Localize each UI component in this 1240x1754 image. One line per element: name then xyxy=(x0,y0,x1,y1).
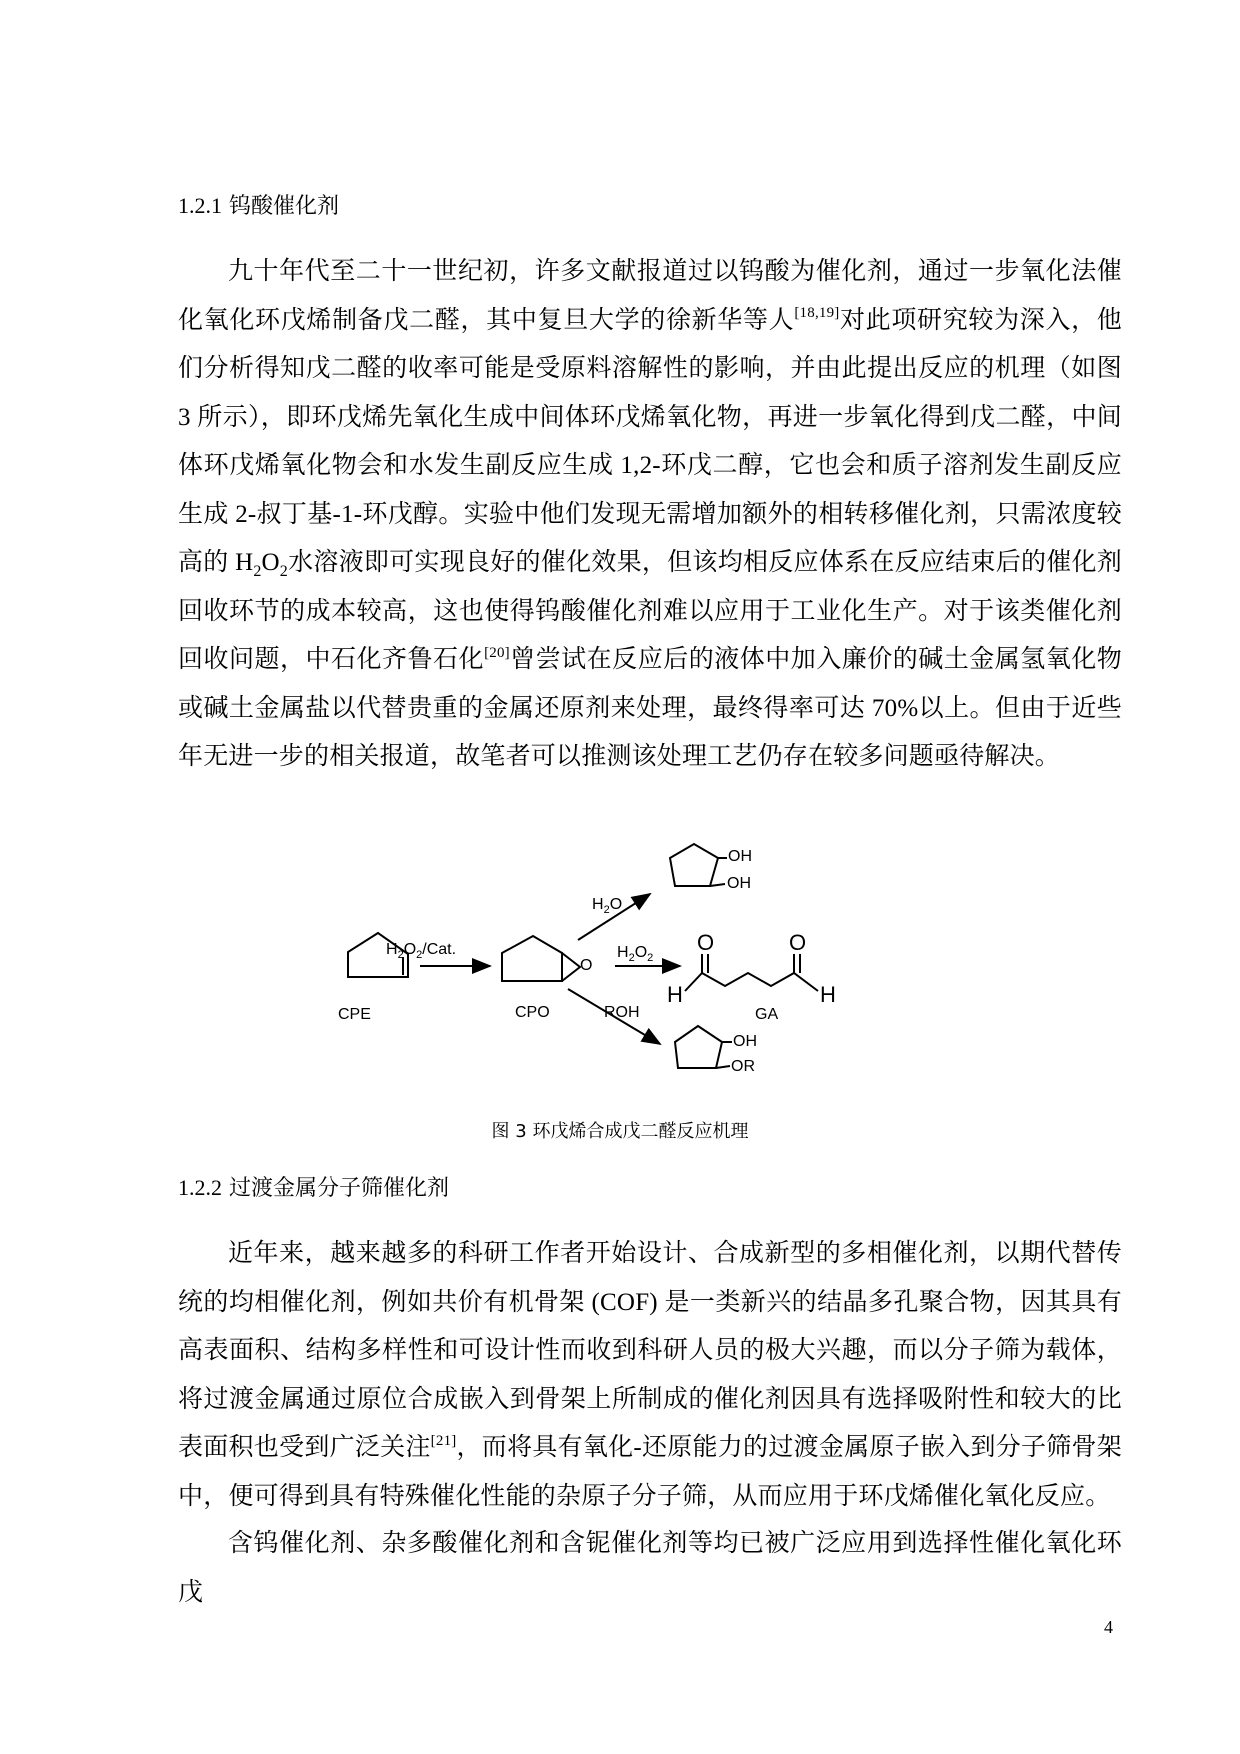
paragraph xyxy=(178,1520,1122,1617)
reagent-h2o2-cat-label: $H_2O_2$/Cat. xyxy=(386,941,457,962)
aldehyde-hydrogen-label: H xyxy=(820,982,836,1007)
paragraph-text: 近年来，越来越多的科研工作者开始设计、合成新型的多相催化剂，以期代替传统的均相催化剂，例如共价有机骨架 (COF) 是一类新兴的结晶多孔聚合物，因其具有高表面积、结构多样性和可设计性而收到科研人员的极大兴趣，而以分子筛为载体，将过渡金属通过原位合成嵌入到骨架上所制成的催化剂因具有选择吸附性和较大的比表面积也受到广泛关注 xyxy=(178,1240,1122,1461)
paragraph-text: 含钨催化剂、杂多酸催化剂和含铌催化剂等均已被广泛应用到选择性催化氧化环戊 xyxy=(178,1530,1122,1606)
subscript: 2 xyxy=(253,563,262,580)
ga-label: GA xyxy=(755,1006,779,1023)
paragraph-text: 曾尝试在反应后的液体中加入廉价的碱土金属氢氧化物或碱土金属盐以代替贵重的金属还原剂来处理，最终得率可达 70%以上。但由于近些年无进一步的相关报道，故笔者可以推测该处理工艺仍存在较多问题亟待解决。 xyxy=(178,646,1122,770)
glutaraldehyde-chain xyxy=(685,973,818,991)
paragraph-text: 水溶液即可实现良好的催化效果，但该均相反应体系在反应结束后的催化剂回收环节的成本较高，这也使得钨酸催化剂难以应用于工业化生产。对于该类催化剂回收问题，中石化齐鲁石化 xyxy=(178,549,1122,673)
paragraph-text: 对此项研究较为深入，他们分析得知戊二醛的收率可能是受原料溶解性的影响，并由此提出反应的机理（如图 3 所示），即环戊烯先氧化生成中间体环戊烯氧化物，再进一步氧化得到戊二醛，中间体环戊烯氧化物会和水发生副反应生成 1,2-环戊二醇，它也会和质子溶剂发生副反应生成 2-叔丁基-1-环戊醇。实验中他们发现无需增加额外的相转移催化剂，只需浓度较高的 H xyxy=(178,306,1122,576)
paragraph xyxy=(178,248,1122,782)
reagent-h2o2-label: $H_2O_2$ xyxy=(617,944,654,965)
cpe-label: CPE xyxy=(338,1006,371,1023)
ether-ring xyxy=(675,1026,722,1068)
section-heading xyxy=(178,1173,449,1204)
section-title: 钨酸催化剂 xyxy=(229,194,340,219)
citation: [21] xyxy=(430,1432,457,1449)
section-title: 过渡金属分子筛催化剂 xyxy=(229,1176,450,1201)
subscript: 2 xyxy=(279,563,288,580)
epoxide-oxygen-label: O xyxy=(580,957,593,974)
alkoxy-label: OR xyxy=(731,1058,755,1075)
hydroxyl-label: OH xyxy=(733,1033,757,1050)
paragraph-text: O xyxy=(261,549,280,576)
hydroxyl-label: OH xyxy=(727,875,751,892)
hydroxyl-label: OH xyxy=(728,848,752,865)
reagent-roh-label: ROH xyxy=(604,1004,640,1021)
aldehyde-oxygen-label: O xyxy=(789,930,807,955)
section-number: 1.2.1 xyxy=(178,193,222,218)
cpo-label: CPO xyxy=(515,1004,550,1021)
aldehyde-hydrogen-label: H xyxy=(667,982,683,1007)
page-number: 4 xyxy=(1104,1617,1113,1637)
aldehyde-oxygen-label: O xyxy=(697,930,715,955)
paragraph-text: 九十年代至二十一世纪初，许多文献报道过以钨酸为催化剂，通过一步氧化法催化氧化环戊烯制备戊二醛，其中复旦大学的徐新华等人 xyxy=(178,258,1122,334)
reagent-h2o-label: $H_2O$ xyxy=(592,896,623,917)
section-heading xyxy=(178,191,339,222)
citation: [20] xyxy=(484,644,510,661)
citation: [18,19] xyxy=(794,305,840,322)
paragraph-text: ，而将具有氧化-还原能力的过渡金属原子嵌入到分子筛骨架中，便可得到具有特殊催化性能的杂原子分子筛，从而应用于环戊烯催化氧化反应。 xyxy=(178,1434,1122,1510)
paragraph xyxy=(178,1230,1122,1521)
diol-ring xyxy=(670,844,718,886)
figure-caption: 图 3 环戊烯合成戊二醛反应机理 xyxy=(491,1121,749,1142)
epoxide xyxy=(562,953,580,981)
section-number: 1.2.2 xyxy=(178,1175,222,1200)
reaction-scheme-figure xyxy=(330,826,970,1096)
cpo-ring xyxy=(502,936,562,981)
